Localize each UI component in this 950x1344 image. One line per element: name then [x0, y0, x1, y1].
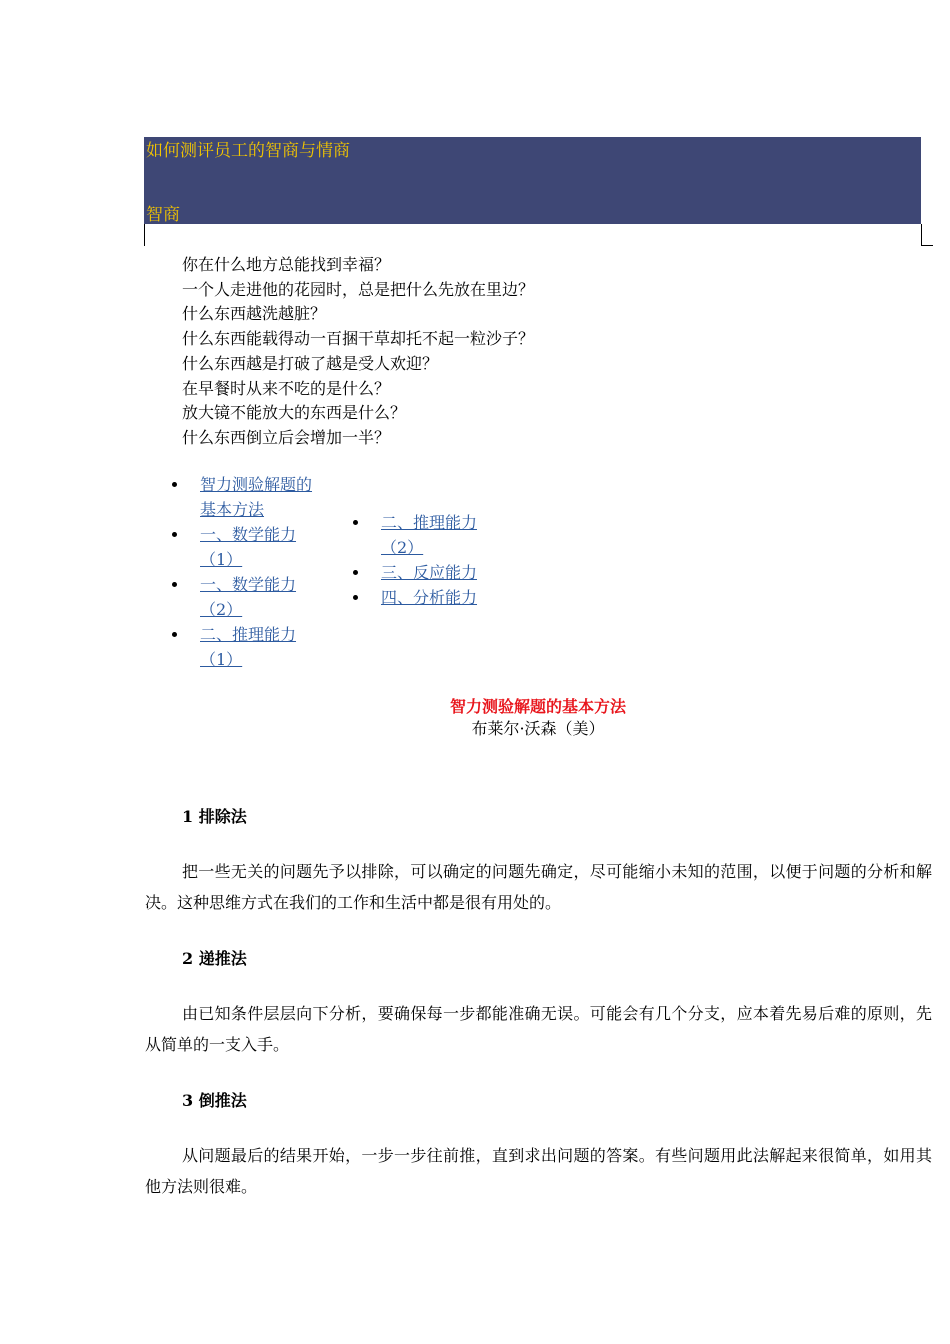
section-body: 把一些无关的问题先予以排除，可以确定的问题先确定，尽可能缩小未知的范围，以便于问题的分析和解决。这种思维方式在我们的工作和生活中都是很有用处的。: [145, 862, 932, 912]
question-item: 什么东西越洗越脏？: [182, 304, 327, 324]
article-title: 智力测验解题的基本方法: [449, 697, 626, 716]
toc-link-analysis[interactable]: 四、分析能力: [381, 588, 478, 607]
question-item: 你在什么地方总能找到幸福？: [182, 255, 391, 274]
question-list: [182, 253, 534, 451]
toc-link-reasoning-2[interactable]: 二、推理能力（2）: [381, 513, 478, 557]
question-item: 在早餐时从来不吃的是什么？: [182, 378, 391, 398]
toc-item: [353, 510, 503, 560]
section-body: 从问题最后的结果开始，一步一步往前推，直到求出问题的答案。有些问题用此法解起来很简单，如用其他方法则很难。: [145, 1146, 932, 1196]
toc-item: [172, 622, 322, 672]
question-item: 什么东西能载得动一百捆干草却托不起一粒沙子？: [182, 329, 535, 349]
section-heading: 1 排除法: [182, 807, 247, 826]
toc-link-math-1[interactable]: 一、数学能力（1）: [200, 525, 297, 569]
toc-item: [353, 585, 503, 610]
question-item: 放大镜不能放大的东西是什么？: [182, 403, 407, 423]
header-banner: [144, 137, 921, 224]
divider-right-foot: [921, 245, 933, 246]
question-item: 一个人走进他的花园时，总是把什么先放在里边？: [182, 279, 535, 299]
toc-link-math-2[interactable]: 一、数学能力（2）: [200, 575, 297, 619]
divider-right: [921, 224, 922, 246]
page-title: 如何测评员工的智商与情商: [146, 141, 350, 161]
section-heading: 3 倒推法: [182, 1091, 247, 1110]
divider-left: [144, 224, 145, 246]
section-heading: 2 递推法: [182, 949, 247, 968]
toc-item: [353, 560, 503, 585]
toc-item: [172, 572, 322, 622]
question-item: 什么东西倒立后会增加一半？: [182, 427, 391, 447]
article-author: 布莱尔·沃森（美）: [471, 719, 605, 738]
toc-list-left: [172, 472, 322, 672]
question-item: 什么东西越是打破了越是受人欢迎？: [182, 353, 439, 373]
section-body: 由已知条件层层向下分析，要确保每一步都能准确无误。可能会有几个分支，应本着先易后难的原则，先从简单的一支入手。: [145, 1004, 932, 1054]
toc-link-reaction[interactable]: 三、反应能力: [381, 563, 478, 582]
toc-item: [172, 472, 322, 522]
toc-item: [172, 522, 322, 572]
toc-link-reasoning-1[interactable]: 二、推理能力（1）: [200, 625, 297, 669]
toc-link-basic-methods[interactable]: 智力测验解题的基本方法: [200, 475, 313, 519]
toc-list-right: [353, 510, 503, 610]
section-label: 智商: [146, 205, 180, 225]
